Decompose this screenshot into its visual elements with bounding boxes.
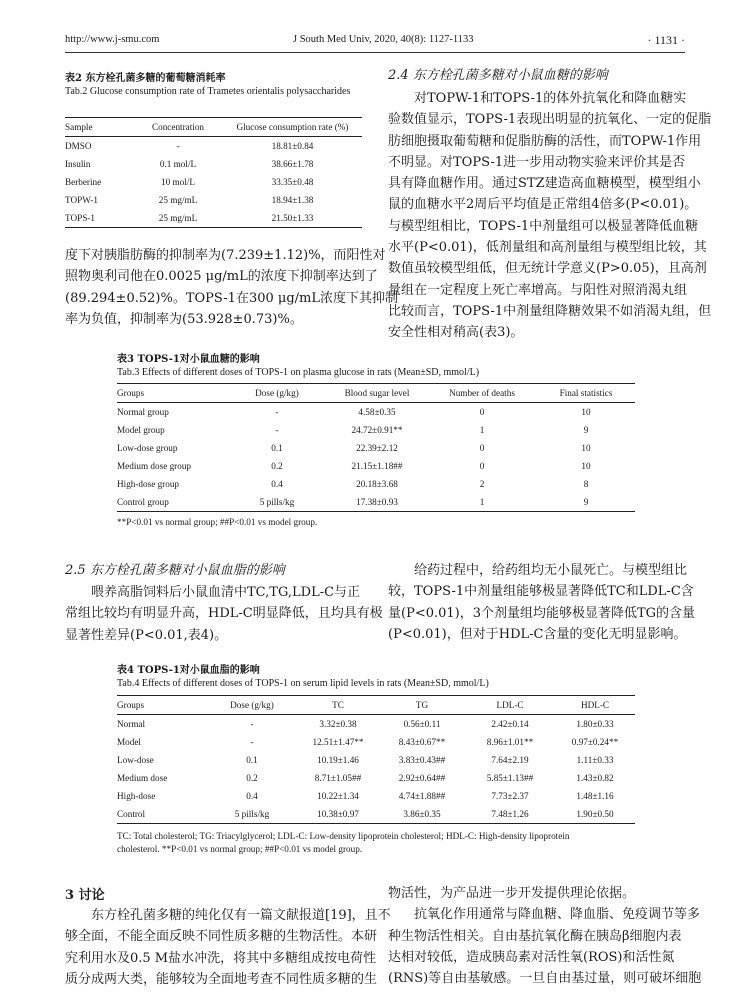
text-line: 抗氧化作用通常与降血糖、降血脂、免疫调节等多 [414, 907, 701, 923]
left-paragraph-1 [65, 245, 398, 330]
column-header: Sample [65, 118, 133, 137]
table-cell: 1.11±0.33 [576, 755, 614, 765]
table-row [65, 173, 362, 191]
table-cell: Control group [117, 493, 227, 512]
table-cell: 22.39±2.12 [356, 443, 398, 453]
column-header: Concentration [133, 118, 223, 137]
table-cell: 10.22±1.34 [317, 791, 359, 801]
table-cell: 7.48±1.26 [465, 805, 555, 824]
text-line: 率为负值，抑制率为(53.928±0.73)%。 [65, 311, 303, 327]
table-cell: TOPW-1 [65, 195, 99, 205]
table-cell: 24.72±0.91** [351, 425, 403, 435]
text-line: 水平(P<0.01)，低剂量组和高剂量组与模型组比较，其 [388, 240, 707, 256]
table-cell: 1 [479, 425, 485, 435]
table-row [65, 191, 362, 209]
table-header-row [117, 384, 635, 403]
table-cell: - [275, 407, 279, 417]
table-cell: 7.64±2.19 [491, 755, 529, 765]
column-header: Dose (g/kg) [227, 384, 327, 403]
table-cell: 38.66±1.78 [271, 159, 314, 169]
table-cell: Berberine [65, 177, 102, 187]
table-cell: 0.1 mol/L [159, 159, 197, 169]
table-cell: 21.50±1.33 [223, 209, 362, 228]
page-number: · 1131 · [647, 33, 685, 47]
table4-note [117, 830, 637, 856]
section-2-4-title: 2.4 东方栓孔菌多糖对小鼠血糖的影响 [388, 68, 608, 83]
table-cell: 10.38±0.97 [297, 805, 379, 824]
table-cell: 12.51±1.47** [312, 737, 364, 747]
section-2-5-right [388, 560, 696, 645]
table-row [117, 439, 635, 457]
table-cell: 5.85±1.13## [486, 773, 534, 783]
table-cell: 7.73±2.37 [491, 791, 529, 801]
text-line: 照物奥利司他在0.0025 μg/mL的浓度下抑制率达到了 [65, 269, 378, 285]
column-header: Dose (g/kg) [207, 696, 297, 715]
table3-caption [117, 353, 657, 379]
table-cell: Control [117, 805, 207, 824]
table-cell: Model group [117, 425, 165, 435]
table-cell: 25 mg/mL [158, 195, 198, 205]
text-line: 显著性差异(P<0.01,表4)。 [65, 627, 228, 643]
column-header: TC [297, 696, 379, 715]
text-line: 物活性，为产品进一步开发提供理论依据。 [388, 886, 636, 901]
table-header-row [117, 696, 635, 715]
section-2-4-body [388, 88, 712, 344]
text-line: 较，TOPS-1中剂量组能够极显著降低TC和LDL-C含 [388, 584, 694, 600]
text-line: 质分成两大类，能够较为全面地考查不同性质多糖的生 [65, 971, 378, 987]
table-cell: Low-dose group [117, 443, 178, 453]
table-row [117, 475, 635, 493]
table-row [117, 769, 635, 787]
table-cell: 5 pills/kg [207, 805, 297, 824]
table3-title-en: Tab.3 Effects of different doses of TOPS-1 on plasma glucose in rats (Mean±SD, mmol/L) [117, 367, 480, 378]
table-cell: 9 [583, 425, 589, 435]
table-cell: 8.71±1.05## [314, 773, 362, 783]
table2-caption [65, 72, 365, 98]
table-row [117, 403, 635, 422]
table-cell: 8.96±1.01** [486, 737, 534, 747]
table-row [65, 137, 362, 156]
table-cell: Model [117, 737, 141, 747]
table-cell: 0.56±0.11 [403, 719, 441, 729]
text-line: 够全面，不能全面反映不同性质多糖的生物活性。本研 [65, 929, 378, 945]
text-line: 东方栓孔菌多糖的纯化仅有一篇文献报道[19]，且不 [91, 908, 391, 923]
table-cell: TOPS-1 [65, 209, 133, 228]
table-cell: 0.4 [271, 479, 283, 489]
table-cell: 1 [427, 493, 537, 512]
table-cell: - [250, 737, 254, 747]
table-cell: 4.74±1.88## [398, 791, 446, 801]
text-line: (RNS)等自由基敏感。一旦自由基过量，则可破坏细胞 [388, 971, 702, 987]
table4-caption [117, 664, 657, 690]
table-cell: Medium dose [117, 773, 168, 783]
table-cell: 1.43±0.82 [576, 773, 614, 783]
table-cell: 0.1 [246, 755, 258, 765]
column-header: HDL-C [555, 696, 635, 715]
table2-title-en: Tab.2 Glucose consumption rate of Trametes orientalis polysaccharides [65, 86, 351, 97]
table-row [117, 715, 635, 734]
table-cell: 2.42±0.14 [491, 719, 529, 729]
section-2-5-title: 2.5 东方栓孔菌多糖对小鼠血脂的影响 [65, 563, 285, 578]
table-cell: 10.19±1.46 [317, 755, 359, 765]
table-cell: 10 [581, 461, 591, 471]
column-header: Groups [117, 384, 227, 403]
table4-title-en: Tab.4 Effects of different doses of TOPS-1 on serum lipid levels in rats (Mean±SD, mmol/L) [117, 678, 489, 689]
table-cell: 4.58±0.35 [358, 407, 396, 417]
column-header: Groups [117, 696, 207, 715]
text-line: 数值虽较模型组低，但无统计学意义(P>0.05)，且高剂 [388, 261, 707, 277]
text-line: 安全性相对稍高(表3)。 [388, 325, 524, 341]
header-rule [65, 52, 685, 53]
table2 [65, 117, 362, 228]
column-header: Number of deaths [427, 384, 537, 403]
table-cell: - [250, 719, 254, 729]
table-row [117, 751, 635, 769]
table-cell: 0.2 [271, 461, 283, 471]
table-cell: 1.48±1.16 [576, 791, 614, 801]
text-line: 喂养高脂饲料后小鼠血清中TC,TG,LDL-C与正 [91, 585, 361, 600]
table-cell: High-dose [117, 791, 156, 801]
text-line: 究利用水及0.5 M盐水冲洗，将其中多糖组成按电荷性 [65, 950, 377, 966]
table-row [117, 421, 635, 439]
table3-note: **P<0.01 vs normal group; ##P<0.01 vs model group. [117, 517, 318, 527]
table-cell: 17.38±0.93 [327, 493, 427, 512]
table-cell: 20.18±3.68 [356, 479, 398, 489]
column-header: Glucose consumption rate (%) [223, 118, 362, 137]
table-row [117, 457, 635, 475]
table-row [117, 787, 635, 805]
table-cell: DMSO [65, 141, 92, 151]
table4 [117, 695, 635, 824]
table-cell: 10 mol/L [161, 177, 195, 187]
table-cell: 0 [479, 443, 485, 453]
text-line: 常组比较均有明显升高，HDL-C明显降低，且均具有极 [65, 606, 383, 622]
table-cell: - [176, 141, 180, 151]
text-line: 鼠的血糖水平2周后平均值是正常组4倍多(P<0.01)。 [388, 197, 698, 213]
text-line: 度下对胰脂肪酶的抑制率为(7.239±1.12)%，而阳性对 [65, 248, 386, 263]
text-line: 达相对较低，造成胰岛素对活性氧(ROS)和活性氮 [388, 949, 675, 965]
table-cell: - [275, 425, 279, 435]
table-cell: Medium dose group [117, 461, 192, 471]
text-line: (89.294±0.52)%。TOPS-1在300 μg/mL浓度下其抑制 [65, 290, 398, 306]
table-cell: 21.15±1.18## [351, 461, 403, 471]
table3 [117, 383, 635, 512]
text-line: 具有降血糖作用。通过STZ建造高血糖模型，模型组小 [388, 176, 701, 192]
text-line: 肪细胞摄取葡萄糖和促脂肪酶的活性，而TOPW-1作用 [388, 133, 702, 149]
column-header: LDL-C [465, 696, 555, 715]
table-cell: 33.35±0.48 [271, 177, 314, 187]
table4-title-cn: 表4 TOPS-1对小鼠血脂的影响 [117, 665, 260, 676]
table-cell: 0.4 [246, 791, 258, 801]
table-row [117, 805, 635, 824]
table-cell: Low-dose [117, 755, 154, 765]
text-line: 给药过程中，给药组均无小鼠死亡。与模型组比 [414, 563, 688, 578]
table-cell: 10 [581, 443, 591, 453]
table4-note-line1: TC: Total cholesterol; TG: Triacylglycerol; LDL-C: Low-density lipoprotein cholesterol; HDL-C: High-density lipoprotein [117, 831, 570, 841]
table-cell: Insulin [65, 159, 91, 169]
table-cell: 2.92±0.64## [398, 773, 446, 783]
table-cell: 0.97±0.24** [571, 737, 619, 747]
table3-title-cn: 表3 TOPS-1对小鼠血糖的影响 [117, 354, 260, 365]
text-line: (P<0.01)，但对于HDL-C含量的变化无明显影响。 [388, 626, 687, 642]
text-line: 比较而言，TOPS-1中剂量组降糖效果不如消渴丸组，但 [388, 303, 712, 319]
table-cell: 1.90±0.50 [555, 805, 635, 824]
table-cell: 8.43±0.67** [398, 737, 446, 747]
table-cell: 18.81±0.84 [271, 141, 314, 151]
section-3-left [65, 905, 391, 990]
table-cell: 9 [537, 493, 635, 512]
table-row [117, 733, 635, 751]
column-header: Final statistics [537, 384, 635, 403]
table-header-row [65, 118, 362, 137]
table-cell: 0 [479, 407, 485, 417]
column-header: Blood sugar level [327, 384, 427, 403]
journal-url: http://www.j-smu.com [65, 34, 160, 45]
column-header: TG [379, 696, 465, 715]
section-3-right [388, 883, 702, 989]
table4-note-line2: cholesterol. **P<0.01 vs normal group; ##P<0.01 vs model group. [117, 844, 363, 854]
table-row [65, 155, 362, 173]
table-cell: 0 [479, 461, 485, 471]
table-cell: 10 [581, 407, 591, 417]
table-cell: Normal group [117, 407, 169, 417]
table-cell: 1.80±0.33 [576, 719, 614, 729]
section-2-5-left [65, 582, 383, 646]
text-line: 不明显。对TOPS-1进一步用动物实验来评价其是否 [388, 154, 686, 170]
table-row [117, 493, 635, 512]
table-cell: 3.32±0.38 [319, 719, 357, 729]
text-line: 对TOPW-1和TOPS-1的体外抗氧化和降血糖实 [414, 91, 687, 106]
text-line: 与模型组相比，TOPS-1中剂量组可以极显著降低血糖 [388, 218, 699, 234]
section-3-title: 3 讨论 [65, 888, 105, 903]
table-cell: 0.2 [246, 773, 258, 783]
text-line: 量(P<0.01)，3个剂量组均能够极显著降低TG的含量 [388, 605, 696, 621]
text-line: 验数值显示，TOPS-1表现出明显的抗氧化、一定的促脂 [388, 112, 712, 128]
table-cell: 18.94±1.38 [271, 195, 314, 205]
journal-citation: J South Med Univ, 2020, 40(8): 1127-1133 [293, 34, 474, 45]
table-cell: 25 mg/mL [133, 209, 223, 228]
table-cell: 3.83±0.43## [398, 755, 446, 765]
table-cell: 8 [583, 479, 589, 489]
table-cell: 0.1 [271, 443, 283, 453]
table-cell: 3.86±0.35 [379, 805, 465, 824]
table-cell: Normal [117, 719, 146, 729]
table-cell: High-dose group [117, 479, 180, 489]
running-header [65, 34, 685, 50]
text-line: 量组在一定程度上死亡率增高。与阳性对照消渴丸组 [388, 282, 688, 298]
table-cell: 5 pills/kg [227, 493, 327, 512]
table-cell: 2 [479, 479, 485, 489]
text-line: 种生物活性相关。自由基抗氧化酶在胰岛β细胞内表 [388, 928, 682, 944]
table-row [65, 209, 362, 228]
table2-title-cn: 表2 东方栓孔菌多糖的葡萄糖消耗率 [65, 73, 226, 84]
